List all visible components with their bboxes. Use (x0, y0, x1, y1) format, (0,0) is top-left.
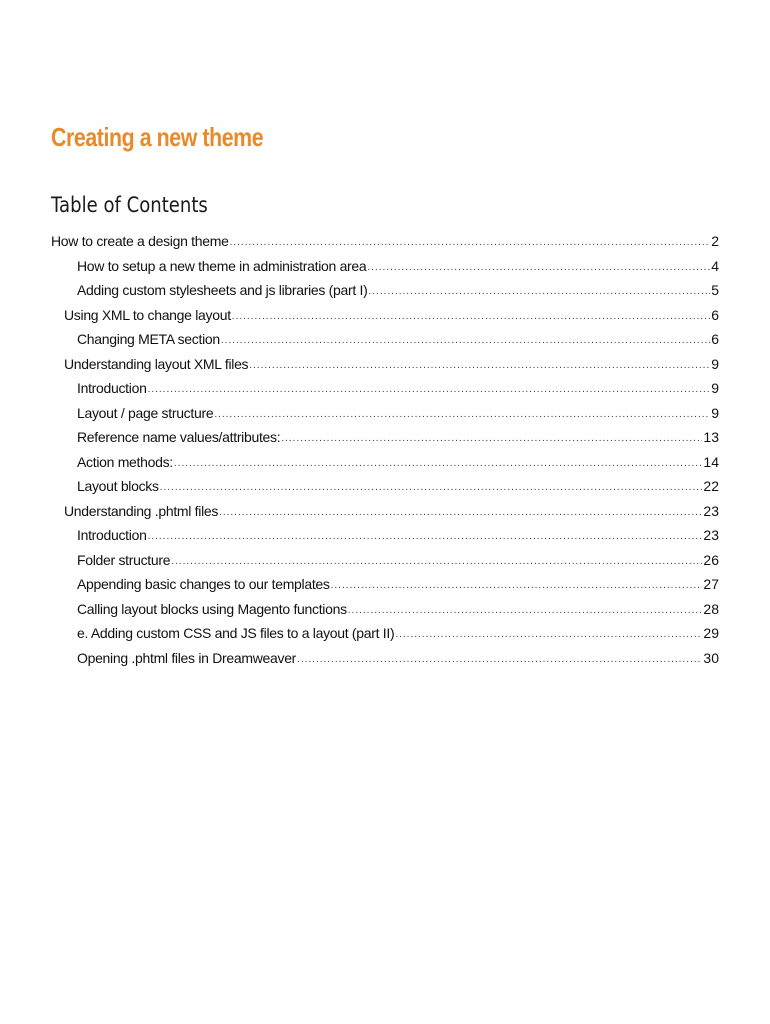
toc-page-number: 9 (711, 380, 719, 396)
toc-entry-title: Introduction (77, 527, 147, 543)
toc-dot-leader (174, 458, 703, 469)
toc-entry-title: e. Adding custom CSS and JS files to a layout (part II) (77, 625, 395, 641)
toc-entry[interactable] (51, 233, 719, 258)
toc-entry[interactable] (51, 650, 719, 675)
toc-page-number: 2 (711, 233, 719, 249)
toc-entry[interactable] (51, 454, 719, 479)
toc-dot-leader (219, 507, 702, 518)
toc-page-number: 23 (703, 527, 719, 543)
toc-entry[interactable] (51, 380, 719, 405)
toc-entry[interactable] (51, 625, 719, 650)
toc-entry-title: Folder structure (77, 551, 171, 568)
toc-entry[interactable] (51, 405, 719, 430)
toc-dot-leader (232, 311, 710, 322)
toc-entry[interactable] (51, 331, 719, 356)
toc-dot-leader (395, 629, 702, 640)
toc-entry-title: How to create a design theme (51, 233, 229, 249)
toc-dot-leader (214, 409, 710, 420)
toc-dot-leader (148, 531, 703, 542)
toc-entry-title: How to setup a new theme in administration area (77, 257, 367, 274)
toc-dot-leader (331, 580, 703, 591)
toc-page-number: 22 (703, 478, 719, 494)
toc-entry-title: Opening .phtml files in Dreamweaver (77, 649, 297, 666)
toc-page-number: 26 (703, 551, 719, 568)
toc-dot-leader (171, 556, 702, 567)
toc-page-number: 6 (711, 306, 719, 323)
toc-page-number: 4 (711, 257, 719, 274)
toc-page-number: 6 (711, 331, 719, 347)
toc-entry-title: Using XML to change layout (64, 306, 231, 323)
toc-entry-title: Layout blocks (77, 478, 159, 494)
toc-dot-leader (148, 384, 711, 395)
toc-entry[interactable] (51, 576, 719, 601)
toc-dot-leader (221, 335, 710, 346)
toc-page-number: 13 (703, 429, 719, 445)
toc-page-number: 29 (703, 625, 719, 641)
toc-page-number: 28 (703, 600, 719, 617)
toc-entry-title: Layout / page structure (77, 404, 214, 421)
toc-entry-title: Action methods: (77, 453, 173, 470)
toc-page-number: 5 (711, 282, 719, 298)
toc-entry-title: Calling layout blocks using Magento functions (77, 600, 347, 617)
toc-entry[interactable] (51, 552, 719, 577)
toc-entry-title: Adding custom stylesheets and js libraries (part I) (77, 282, 368, 298)
toc-entry-title: Introduction (77, 380, 147, 396)
toc-page-number: 23 (703, 502, 719, 519)
toc-entry-title: Understanding .phtml files (64, 502, 219, 519)
toc-entry[interactable] (51, 282, 719, 307)
toc-dot-leader (367, 262, 710, 273)
toc-dot-leader (348, 605, 703, 616)
toc-dot-leader (160, 482, 703, 493)
toc-page-number: 14 (703, 453, 719, 470)
toc-entry-title: Understanding layout XML files (64, 355, 249, 372)
toc-dot-leader (297, 654, 702, 665)
toc-dot-leader (281, 433, 702, 444)
toc-dot-leader (249, 360, 710, 371)
toc-entry[interactable] (51, 503, 719, 528)
toc-entry[interactable] (51, 429, 719, 454)
toc-entry[interactable] (51, 356, 719, 381)
toc-entry-title: Changing META section (77, 331, 220, 347)
toc-entry[interactable] (51, 601, 719, 626)
toc-entry[interactable] (51, 478, 719, 503)
toc-entry[interactable] (51, 527, 719, 552)
toc-page-number: 9 (711, 355, 719, 372)
toc-dot-leader (369, 286, 711, 297)
table-of-contents (51, 233, 719, 674)
toc-page-number: 9 (711, 404, 719, 421)
toc-page-number: 27 (703, 576, 719, 592)
toc-entry-title: Appending basic changes to our templates (77, 576, 330, 592)
toc-entry-title: Reference name values/attributes: (77, 429, 281, 445)
toc-page-number: 30 (703, 649, 719, 666)
toc-entry[interactable] (51, 307, 719, 332)
document-title: Creating a new theme (51, 122, 264, 152)
toc-dot-leader (230, 237, 711, 248)
toc-heading: Table of Contents (51, 193, 208, 217)
toc-entry[interactable] (51, 258, 719, 283)
